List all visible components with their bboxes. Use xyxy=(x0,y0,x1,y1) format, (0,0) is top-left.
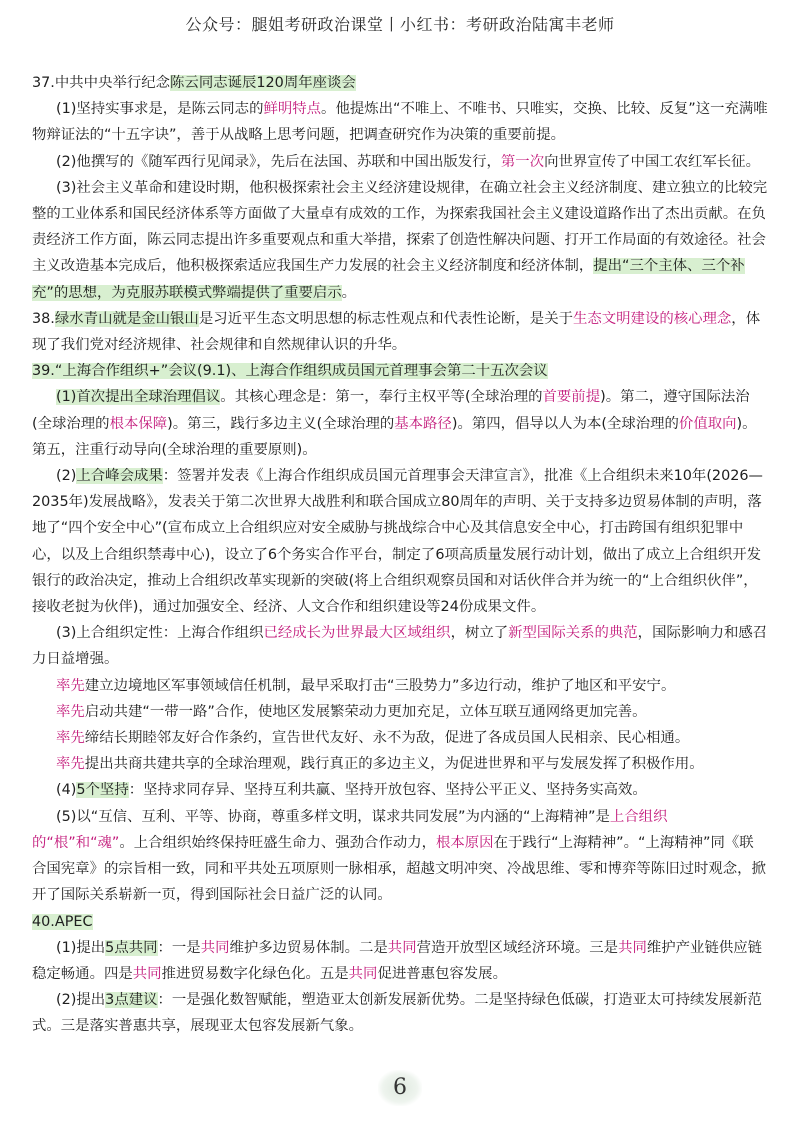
item-37-point-1: (1)坚持实事求是，是陈云同志的鲜明特点。他提炼出“不唯上、不唯书、只唯实，交换、比较、反复”这一充满唯物辩证法的“十五字诀”，善于从战略上思考问题，把调查研究作为决策的重要前提。 xyxy=(32,101,768,144)
item-37-number: 37. xyxy=(32,75,55,91)
highlight: 5个坚持 xyxy=(76,782,129,799)
first-item: 率先缔结长期睦邻友好合作条约，宣告世代友好、永不为敌，促进了各成员国人民相亲、民心相通。 xyxy=(56,730,690,747)
item-37-point-2: (2)他撰写的《随军西行见闻录》，先后在法国、苏联和中国出版发行，第一次向世界宣传了中国工农红军长征。 xyxy=(56,153,760,170)
emphasis: 率先 xyxy=(56,703,85,720)
highlight: 39.“上海合作组织+”会议(9.1)、上海合作组织成员国元首理事会第二十五次会议 xyxy=(32,363,548,380)
first-item: 率先提出共商共建共享的全球治理观，践行真正的多边主义，为促进世界和平与发展发挥了积极作用。 xyxy=(56,756,704,773)
emphasis: 第一次 xyxy=(500,153,545,170)
emphasis: 生态文明建设的核心理念 xyxy=(572,310,732,327)
item-39-point-4: (4)5个坚持：坚持求同存异、坚持互利共赢、坚持开放包容、坚持公平正义、坚持务实高效。 xyxy=(56,782,647,799)
first-item: 率先启动共建“一带一路”合作，使地区发展繁荣动力更加充足，立体互联互通网络更加完善。 xyxy=(56,703,647,720)
highlight: (1)首次提出全球治理倡议 xyxy=(56,389,221,406)
emphasis: 共同 xyxy=(200,939,230,956)
emphasis: 鲜明特点 xyxy=(263,101,322,118)
emphasis: 共同 xyxy=(132,965,162,982)
highlight: 5点共同 xyxy=(105,939,158,956)
emphasis: 上合组织的“根”和“魂” xyxy=(32,808,668,851)
page-content xyxy=(32,70,768,1040)
highlight: 40.APEC xyxy=(32,913,93,930)
emphasis: 已经成长为世界最大区域组织 xyxy=(263,625,451,642)
emphasis: 根本原因 xyxy=(436,834,494,851)
emphasis: 根本保障 xyxy=(109,415,168,432)
item-39-point-1: (1)首次提出全球治理倡议。其核心理念是：第一，奉行主权平等(全球治理的首要前提)。第二，遵守国际法治(全球治理的根本保障)。第三，践行多边主义(全球治理的基本路径)。第四，倡导以人为本(全球治理的价值取向)。第五，注重行动导向(全球治理的重要原则)。 xyxy=(32,389,757,458)
first-item: 率先建立边境地区军事领域信任机制，最早采取打击“三股势力”多边行动，维护了地区和平安宁。 xyxy=(56,677,676,694)
highlight: 3点建议 xyxy=(105,992,158,1009)
emphasis: 基本路径 xyxy=(394,415,452,432)
item-39-point-3: (3)上合组织定性：上海合作组织已经成长为世界最大区域组织，树立了新型国际关系的典范，国际影响力和感召力日益增强。 xyxy=(32,625,768,668)
page-header: 公众号：腿姐考研政治课堂丨小红书：考研政治陆寓丰老师 xyxy=(185,15,615,34)
item-39-point-2: (2)上合峰会成果：签署并发表《上海合作组织成员国元首理事会天津宣言》，批准《上合组织未来10年(2026—2035年)发展战略》，发表关于第二次世界大战胜利和联合国成立80周年的声明、关于支持多边贸易体制的声明，落地了“四个安全中心”(宣布成立上合组织应对安全威胁与挑战综合中心及其信息安全中心，打击跨国有组织犯罪中心，以及上合组织禁毒中心)，设立了6个务实合作平台，制定了6项高质量发展行动计划，做出了成立上合组织开发银行的政治决定，推动上合组织改革实现新的突破(将上合组织观察员国和对话伙伴合并为统一的“上合组织伙伴”，接收老挝为伙伴)，通过加强安全、经济、人文合作和组织建设等24份成果文件。 xyxy=(32,468,763,616)
highlight: 陈云同志诞辰120周年座谈会 xyxy=(170,75,356,91)
emphasis: 率先 xyxy=(56,677,85,694)
item-40-title xyxy=(32,909,768,935)
emphasis: 共同 xyxy=(618,939,647,956)
emphasis: 率先 xyxy=(56,730,85,747)
item-37-title: 37.中共中央举行纪念陈云同志诞辰120周年座谈会 xyxy=(32,75,356,91)
item-40-point-2: (2)提出3点建议：一是强化数智赋能，塑造亚太创新发展新优势。二是坚持绿色低碳，打造亚太可持续发展新范式。三是落实普惠共享，展现亚太包容发展新气象。 xyxy=(32,992,762,1035)
item-37-point-3: (3)社会主义革命和建设时期，他积极探索社会主义经济建设规律，在确立社会主义经济制度、建立独立的比较完整的工业体系和国民经济体系等方面做了大量卓有成效的工作，为探索我国社会主义建设道路作出了杰出贡献。在负责经济工作方面，陈云同志提出许多重要观点和重大举措，探索了创造性解决问题、打开工作局面的有效途径。社会主义改造基本完成后，他积极探索适应我国生产力发展的社会主义经济制度和经济体制，提出“三个主体、三个补充”的思想，为克服苏联模式弊端提供了重要启示。 xyxy=(32,179,768,301)
item-39-title xyxy=(32,358,768,384)
emphasis: 价值取向 xyxy=(678,415,737,432)
highlight: 绿水青山就是金山银山 xyxy=(54,310,199,327)
highlight: 提出“三个主体、三个补充”的思想，为克服苏联模式弊端提供了重要启示 xyxy=(32,258,745,301)
emphasis: 共同 xyxy=(348,965,378,982)
item-40-point-1: (1)提出5点共同：一是共同维护多边贸易体制。二是共同营造开放型区域经济环境。三是共同维护产业链供应链稳定畅通。四是共同推进贸易数字化绿色化。五是共同促进普惠包容发展。 xyxy=(32,939,763,982)
emphasis: 新型国际关系的典范 xyxy=(508,625,638,642)
emphasis: 共同 xyxy=(387,939,417,956)
emphasis: 率先 xyxy=(56,756,85,773)
item-38: 38.绿水青山就是金山银山是习近平生态文明思想的标志性观点和代表性论断，是关于生态文明建设的核心理念，体现了我们党对经济规律、社会规律和自然规律认识的升华。 xyxy=(32,310,761,354)
highlight: 上合峰会成果 xyxy=(76,468,163,485)
emphasis: 首要前提 xyxy=(542,389,601,406)
item-39-point-5: (5)以“互信、互利、平等、协商，尊重多样文明，谋求共同发展”为内涵的“上海精神”是上合组织的“根”和“魂”。上合组织始终保持旺盛生命力、强劲合作动力，根本原因在于践行“上海精神”。“上海精神”同《联合国宪章》的宗旨相一致，同和平共处五项原则一脉相承，超越文明冲突、冷战思维、零和博弈等陈旧过时观念，掀开了国际关系崭新一页，得到国际社会日益广泛的认同。 xyxy=(32,808,766,904)
item-38-number: 38. xyxy=(32,310,55,327)
page-number: 6 xyxy=(378,1070,422,1106)
